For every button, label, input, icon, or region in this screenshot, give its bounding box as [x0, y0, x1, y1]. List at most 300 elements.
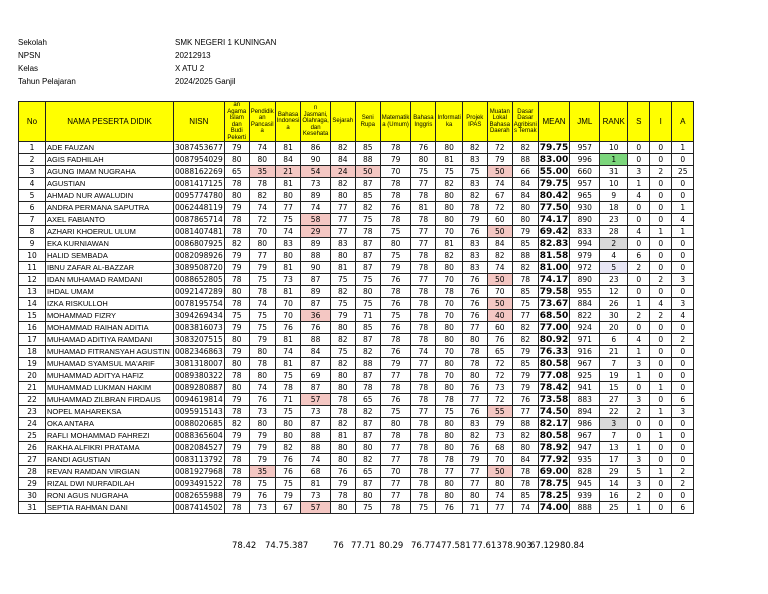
table-cell: 81 [275, 286, 301, 298]
table-cell: 828 [570, 466, 600, 478]
table-cell: 76 [380, 274, 411, 286]
column-header: Muatan Lokal Bahasa Daerah [487, 102, 512, 142]
table-cell: 77 [330, 202, 355, 214]
column-header: JML [570, 102, 600, 142]
table-cell: 1 [628, 502, 650, 514]
table-cell: 73.58 [539, 394, 569, 405]
table-cell: 87 [301, 298, 330, 310]
table-cell: 76 [462, 382, 487, 394]
table-cell: 0095915143 [175, 406, 223, 416]
table-cell: 78 [411, 286, 436, 298]
table-cell: 77 [380, 370, 411, 382]
table-cell: 75 [380, 226, 411, 238]
table-cell: 79 [249, 430, 275, 442]
table-cell: 65 [487, 346, 512, 358]
table-cell: 0 [650, 190, 672, 202]
table-cell: 1 [628, 346, 650, 358]
table-cell: 82 [512, 262, 538, 274]
table-cell: 3 [19, 166, 46, 178]
column-header: Bahasa Indonesi a [275, 102, 301, 142]
table-cell: 74 [411, 346, 436, 358]
grades-table [18, 101, 694, 514]
table-cell: 88 [512, 250, 538, 262]
table-cell: 82 [224, 418, 249, 430]
table-cell: 87 [301, 358, 330, 370]
table-cell: MUHAMMAD ZILBRAN FIRDAUS [46, 394, 174, 406]
table-cell: 78 [249, 358, 275, 370]
table-cell: 35 [249, 166, 275, 178]
table-cell: 26 [19, 442, 46, 454]
column-header: n Jasmani, Olahraga, dan Kesehata [301, 102, 330, 142]
table-cell: 78 [462, 346, 487, 358]
table-cell: 78.25 [539, 490, 569, 501]
table-cell: 89 [301, 190, 330, 202]
table-cell: 78 [330, 406, 355, 418]
table-cell: 28 [600, 226, 628, 238]
table-cell: 1 [650, 430, 672, 442]
table-cell: 78 [436, 394, 462, 406]
table-cell: 0 [650, 346, 672, 358]
table-cell: 79 [275, 490, 301, 502]
column-header: MEAN [538, 102, 569, 142]
table-cell: 79 [224, 262, 249, 274]
table-cell: 86 [301, 142, 330, 154]
table-cell: 81 [330, 262, 355, 274]
table-cell: 82 [355, 202, 380, 214]
table-row [19, 478, 694, 490]
table-cell: SEPTIA RAHMAN DANI [46, 502, 174, 514]
table-cell: ANDRA PERMANA SAPUTRA [46, 202, 174, 214]
table-cell: 88 [301, 334, 330, 346]
table-cell: 75 [275, 406, 301, 418]
table-cell: 5 [600, 262, 628, 274]
table-cell: 73 [487, 382, 512, 394]
table-cell: 80 [436, 142, 462, 154]
table-cell: 77 [512, 310, 538, 322]
table-row [19, 322, 694, 334]
table-cell: 80 [275, 190, 301, 202]
table-cell: 78 [411, 370, 436, 382]
table-cell: 74 [301, 454, 330, 466]
column-header: I [650, 102, 672, 142]
table-cell: 0 [650, 502, 672, 514]
table-cell: 3 [672, 406, 694, 418]
table-cell: 73 [487, 430, 512, 442]
table-cell: 77 [411, 406, 436, 418]
average-value: 78.42 [232, 541, 257, 551]
table-cell: 80 [380, 418, 411, 430]
table-cell: 0078195754 [175, 298, 223, 308]
table-cell: 57 [301, 394, 330, 406]
table-cell: 77 [512, 406, 538, 418]
table-cell: 74.17 [539, 274, 569, 285]
table-cell: 994 [570, 238, 600, 250]
table-cell: 0 [628, 274, 650, 286]
table-cell: 77.92 [539, 454, 569, 465]
table-cell: 50 [487, 298, 512, 310]
table-cell: 81 [275, 358, 301, 370]
table-cell: 57 [301, 502, 330, 514]
info-value: 2024/2025 Ganjil [175, 77, 236, 86]
table-cell: 78 [224, 466, 249, 478]
table-cell: 75 [380, 406, 411, 418]
subject-averages [0, 541, 768, 553]
table-cell: 0095774780 [175, 190, 223, 200]
table-cell: 0 [650, 178, 672, 190]
table-cell: 79 [512, 370, 538, 382]
table-cell: 13 [19, 286, 46, 298]
table-cell: 3 [628, 166, 650, 178]
table-cell: 0 [650, 214, 672, 226]
table-cell: 70 [487, 286, 512, 298]
table-cell: 75 [249, 322, 275, 334]
table-cell: 82 [330, 178, 355, 190]
table-cell: 23 [19, 406, 46, 418]
table-cell: 28 [19, 466, 46, 478]
table-cell: 75 [275, 478, 301, 490]
table-cell: 90 [301, 262, 330, 274]
table-cell: 0087414502 [175, 502, 223, 512]
table-cell: 0 [628, 430, 650, 442]
table-cell: 1 [650, 466, 672, 478]
column-header: Matematik a (Umum) [380, 102, 411, 142]
table-cell: 0 [650, 154, 672, 166]
table-cell: 79 [224, 394, 249, 406]
table-cell: 82 [249, 190, 275, 202]
table-cell: 78 [380, 214, 411, 226]
table-cell: 80 [436, 358, 462, 370]
table-cell: 31 [600, 166, 628, 178]
table-cell: 6 [600, 334, 628, 346]
table-cell: 25 [600, 502, 628, 514]
table-cell: 0 [650, 262, 672, 274]
table-cell: 5 [19, 190, 46, 202]
table-cell: 80 [330, 502, 355, 514]
table-row [19, 310, 694, 322]
info-label: Sekolah [18, 38, 47, 47]
table-cell: 2 [600, 238, 628, 250]
table-cell: 71 [275, 394, 301, 406]
table-cell: 87 [355, 478, 380, 490]
table-cell: 82 [275, 442, 301, 454]
table-cell: 76 [330, 466, 355, 478]
table-cell: 23 [600, 214, 628, 226]
table-cell: 88 [355, 358, 380, 370]
table-cell: 0 [672, 418, 694, 430]
table-row [19, 226, 694, 238]
info-value: 20212913 [175, 51, 211, 60]
table-cell: 76 [380, 346, 411, 358]
table-cell: 84 [301, 346, 330, 358]
table-cell: 890 [570, 214, 600, 226]
table-cell: 77 [411, 226, 436, 238]
table-cell: 2 [19, 154, 46, 166]
table-cell: 0088020685 [175, 418, 223, 428]
table-cell: 76 [462, 298, 487, 310]
table-cell: 78 [355, 226, 380, 238]
table-cell: 82 [355, 454, 380, 466]
table-cell: 58 [301, 214, 330, 226]
average-value: 76.774 [411, 541, 441, 551]
table-cell: 925 [570, 370, 600, 382]
table-cell: AHMAD NUR AWALUDIN [46, 190, 174, 202]
table-cell: 81 [411, 202, 436, 214]
table-cell: 15 [19, 310, 46, 322]
table-cell: 79 [487, 418, 512, 430]
table-cell: 70 [380, 166, 411, 178]
column-header: Seni Rupa [355, 102, 380, 142]
table-cell: 77.08 [539, 370, 569, 381]
table-cell: 81 [330, 430, 355, 442]
table-cell: 50 [487, 274, 512, 286]
table-cell: 74 [249, 142, 275, 154]
column-header: Pendidik an Pancasil a [249, 102, 275, 142]
table-cell: 83 [462, 238, 487, 250]
table-cell: 89 [301, 238, 330, 250]
table-cell: 70 [436, 298, 462, 310]
table-cell: 75 [512, 298, 538, 310]
table-cell: 77 [462, 478, 487, 490]
table-cell: 70 [275, 310, 301, 322]
info-value: X ATU 2 [175, 64, 205, 73]
table-cell: 80 [411, 154, 436, 166]
column-header: No [19, 102, 46, 142]
table-cell: 80 [275, 250, 301, 262]
table-cell: RIZAL DWI NURFADILAH [46, 478, 174, 490]
table-cell: 13 [600, 442, 628, 454]
table-cell: 76 [462, 442, 487, 454]
table-cell: 76 [301, 322, 330, 334]
table-cell: EKA KURNIAWAN [46, 238, 174, 250]
average-value: 78.903 [502, 541, 532, 551]
table-cell: 0 [650, 334, 672, 346]
table-cell: 80 [249, 154, 275, 166]
table-cell: 0 [672, 382, 694, 394]
table-cell: 1 [628, 442, 650, 454]
table-cell: AGUSTIAN [46, 178, 174, 190]
table-row [19, 382, 694, 394]
table-cell: 74.00 [539, 502, 569, 513]
table-cell: 0 [650, 322, 672, 334]
table-cell: 10 [19, 250, 46, 262]
table-cell: 88 [512, 418, 538, 430]
table-cell: MUHAMMAD ADITYA HAFIZ [46, 370, 174, 382]
table-cell: 80 [275, 430, 301, 442]
table-cell: 0 [650, 394, 672, 406]
table-cell: 75 [249, 274, 275, 286]
table-cell: 0 [650, 358, 672, 370]
table-cell: 3 [628, 478, 650, 490]
table-cell: 80 [462, 490, 487, 502]
column-header: Informati ka [436, 102, 462, 142]
table-cell: 79 [512, 382, 538, 394]
table-cell: 80 [224, 382, 249, 394]
table-cell: 0 [672, 286, 694, 298]
table-cell: 75 [355, 298, 380, 310]
table-cell: 9 [19, 238, 46, 250]
table-cell: 77.50 [539, 202, 569, 213]
table-cell: 7 [600, 430, 628, 442]
table-cell: 75 [224, 310, 249, 322]
table-cell: 87 [355, 430, 380, 442]
table-cell: 24 [19, 418, 46, 430]
table-cell: 78 [411, 394, 436, 406]
table-cell: 75 [436, 166, 462, 178]
table-cell: 17 [19, 334, 46, 346]
table-cell: 77 [380, 478, 411, 490]
table-cell: 1 [628, 298, 650, 310]
table-cell: 0 [672, 490, 694, 502]
table-cell: 3 [600, 418, 628, 430]
table-cell: 0 [672, 454, 694, 466]
table-cell: 70 [436, 310, 462, 322]
table-cell: 73 [275, 274, 301, 286]
table-cell: 1 [19, 142, 46, 154]
table-cell: 79.75 [539, 178, 569, 189]
table-cell: 76 [249, 394, 275, 406]
table-cell: 87 [355, 334, 380, 346]
table-cell: 939 [570, 490, 600, 502]
table-cell: 78 [411, 466, 436, 478]
table-cell: 0 [650, 442, 672, 454]
average-value: 77.581 [441, 541, 471, 551]
table-cell: 74 [512, 502, 538, 514]
table-cell: 21 [275, 166, 301, 178]
table-cell: 0083816073 [175, 322, 223, 332]
table-cell: 80 [224, 334, 249, 346]
table-row [19, 502, 694, 514]
table-cell: 822 [570, 310, 600, 322]
table-cell: 77 [275, 202, 301, 214]
table-cell: 0 [672, 346, 694, 358]
table-cell: 884 [570, 298, 600, 310]
table-cell: 89 [301, 286, 330, 298]
table-cell: 77 [330, 226, 355, 238]
table-cell: 0092147289 [175, 286, 223, 296]
table-row [19, 430, 694, 442]
table-cell: 2 [672, 334, 694, 346]
table-cell: 88 [301, 442, 330, 454]
table-cell: 74.50 [539, 406, 569, 417]
table-cell: 76 [275, 322, 301, 334]
table-cell: 80 [330, 442, 355, 454]
table-cell: 76.33 [539, 346, 569, 357]
table-cell: 30 [600, 310, 628, 322]
table-cell: 6 [672, 394, 694, 406]
table-cell: 78 [275, 382, 301, 394]
table-cell: 72 [487, 202, 512, 214]
table-cell: 78 [224, 226, 249, 238]
table-cell: 69.00 [539, 466, 569, 477]
table-cell: 8 [19, 226, 46, 238]
table-cell: 80 [436, 334, 462, 346]
table-cell: 16 [600, 490, 628, 502]
table-cell: 4 [628, 226, 650, 238]
table-cell: HALID SEMBADA [46, 250, 174, 262]
table-cell: 0 [650, 490, 672, 502]
table-cell: 79 [224, 142, 249, 154]
table-cell: 78 [330, 394, 355, 406]
table-cell: 883 [570, 394, 600, 406]
table-cell: 0 [672, 322, 694, 334]
table-cell: 79 [380, 154, 411, 166]
table-cell: 0 [628, 382, 650, 394]
table-cell: 0093491522 [175, 478, 223, 488]
table-cell: 85 [512, 238, 538, 250]
table-cell: 0 [672, 442, 694, 454]
table-cell: 80 [436, 262, 462, 274]
table-cell: 78 [411, 418, 436, 430]
table-cell: 72 [487, 142, 512, 154]
table-cell: 0 [628, 418, 650, 430]
table-cell: 3 [628, 394, 650, 406]
table-cell: 67 [487, 190, 512, 202]
table-cell: 0 [628, 286, 650, 298]
table-cell: 84 [512, 178, 538, 190]
table-cell: 0083113792 [175, 454, 223, 464]
table-cell: 73 [301, 178, 330, 190]
table-cell: 78 [436, 454, 462, 466]
table-cell: 72 [487, 370, 512, 382]
table-cell: 85 [355, 142, 380, 154]
table-cell: 75 [330, 274, 355, 286]
table-cell: 78.75 [539, 478, 569, 489]
column-header: Bahasa Inggris [411, 102, 436, 142]
table-cell: 79 [462, 454, 487, 466]
table-cell: 21 [600, 346, 628, 358]
table-cell: 74 [487, 262, 512, 274]
table-cell: 76 [512, 394, 538, 406]
table-cell: 80 [275, 418, 301, 430]
table-row [19, 454, 694, 466]
average-value: 77.71 [351, 541, 376, 551]
table-cell: 930 [570, 202, 600, 214]
table-cell: 77 [411, 238, 436, 250]
table-cell: 80 [487, 478, 512, 490]
table-cell: 0082084527 [175, 442, 223, 452]
table-cell: 55.00 [539, 166, 569, 177]
table-row [19, 178, 694, 190]
table-cell: 68 [301, 466, 330, 478]
table-cell: 80 [436, 322, 462, 334]
table-cell: 40 [487, 310, 512, 322]
table-cell: 78 [249, 178, 275, 190]
table-cell: 78.42 [539, 382, 569, 393]
table-cell: 935 [570, 454, 600, 466]
table-cell: 1 [628, 370, 650, 382]
table-cell: 75 [436, 406, 462, 418]
table-cell: 4 [672, 310, 694, 322]
table-cell: 78 [411, 442, 436, 454]
table-cell: 87 [301, 274, 330, 286]
table-cell: 82 [330, 286, 355, 298]
table-cell: 0094619814 [175, 394, 223, 404]
column-header: an Agama Islam dan Budi Pekerti [224, 102, 249, 142]
table-cell: 76 [436, 502, 462, 514]
table-cell: 83 [462, 418, 487, 430]
table-cell: 60 [487, 214, 512, 226]
table-cell: 70 [487, 454, 512, 466]
table-cell: 80 [512, 202, 538, 214]
table-cell: 80 [355, 442, 380, 454]
table-cell: 16 [19, 322, 46, 334]
table-cell: 74 [249, 382, 275, 394]
table-cell: 957 [570, 178, 600, 190]
table-cell: 75 [330, 346, 355, 358]
table-cell: 66 [512, 166, 538, 178]
table-cell: 83 [275, 238, 301, 250]
table-cell: 80 [330, 382, 355, 394]
